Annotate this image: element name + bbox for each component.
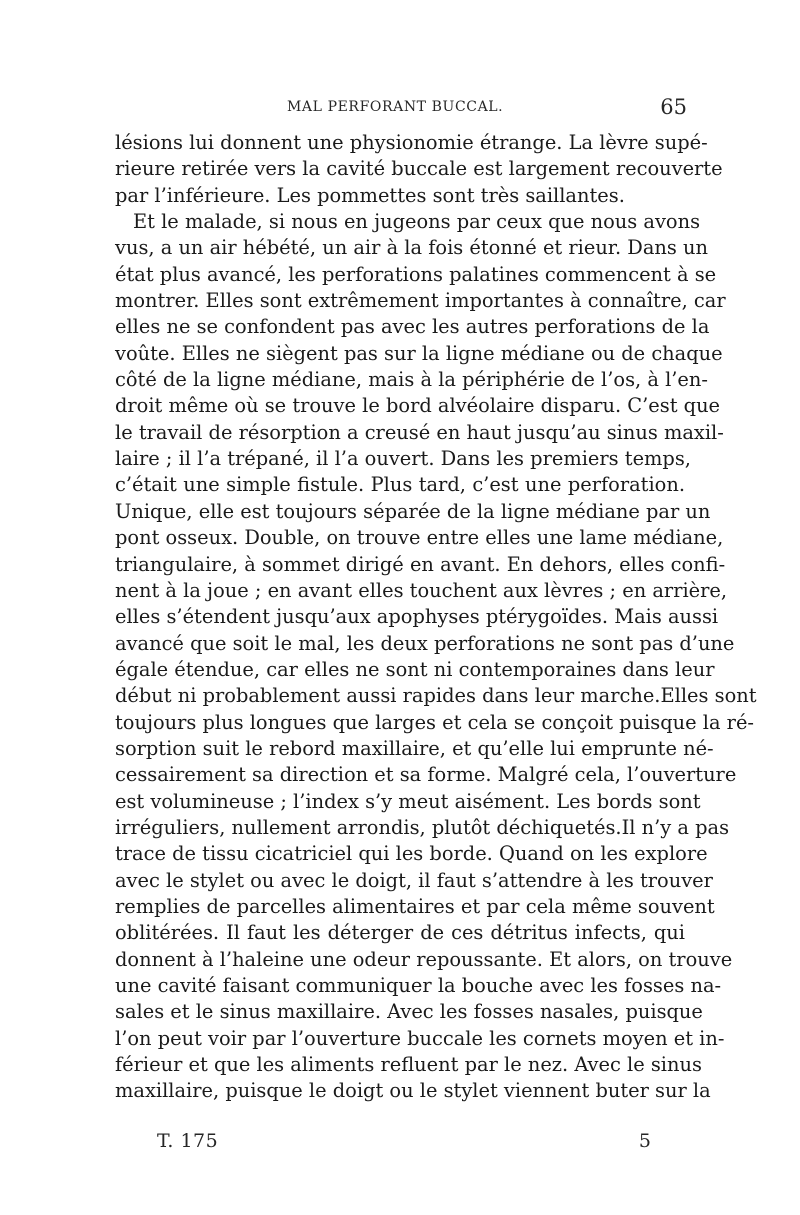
- text-line: cessairement sa direction et sa forme. Malgré cela, l’ouverture: [115, 763, 737, 787]
- text-line: vus, a un air hébété, un air à la fois étonné et rieur. Dans un: [115, 236, 708, 260]
- text-line: côté de la ligne médiane, mais à la périphérie de l’os, à l’en-: [115, 368, 708, 392]
- text-line: triangulaire, à sommet dirigé en avant. En dehors, elles confi-: [115, 552, 726, 576]
- page-footer: [115, 1130, 685, 1160]
- text-line: elles ne se confondent pas avec les autres perforations de la: [115, 315, 710, 339]
- text-line: égale étendue, car elles ne sont ni contemporaines dans leur: [115, 657, 715, 681]
- text-line: montrer. Elles sont extrêmement importantes à connaître, car: [115, 289, 726, 313]
- text-line: sorption suit le rebord maxillaire, et qu’elle lui emprunte né-: [115, 736, 714, 760]
- text-line: rieure retirée vers la cavité buccale est largement recouverte: [115, 157, 723, 181]
- text-line: Unique, elle est toujours séparée de la ligne médiane par un: [115, 499, 711, 523]
- text-line: maxillaire, puisque le doigt ou le stylet viennent buter sur la: [115, 1079, 711, 1103]
- text-line: une cavité faisant communiquer la bouche avec les fosses na-: [115, 974, 722, 997]
- text-line: est volumineuse ; l’index s’y meut aisément. Les bords sont: [115, 789, 701, 813]
- text-line: elles s’étendent jusqu’aux apophyses ptérygoïdes. Mais aussi: [115, 605, 719, 629]
- text-line: férieur et que les aliments refluent par le nez. Avec le sinus: [115, 1053, 702, 1077]
- running-title: MAL PERFORANT BUCCAL.: [287, 99, 504, 115]
- text-line: avec le stylet ou avec le doigt, il faut s’attendre à les trouver: [115, 868, 713, 892]
- text-line: début ni probablement aussi rapides dans leur marche.Elles sont: [115, 684, 757, 708]
- body-text: [115, 130, 757, 1105]
- page-number: 65: [660, 95, 687, 119]
- text-line: le travail de résorption a creusé en haut jusqu’au sinus maxil-: [115, 420, 724, 444]
- printer-signature: T. 175: [157, 1130, 219, 1152]
- text-line: nent à la joue ; en avant elles touchent aux lèvres ; en arrière,: [115, 578, 728, 602]
- text-line: laire ; il l’a trépané, il l’a ouvert. Dans les premiers temps,: [115, 447, 691, 471]
- text-line: oblitérées. Il faut les déterger de ces détritus infects, qui: [115, 921, 685, 945]
- text-line: irréguliers, nullement arrondis, plutôt déchiquetés.Il n’y a pas: [115, 815, 730, 839]
- text-line: c’était une simple fistule. Plus tard, c’est une perforation.: [115, 473, 685, 497]
- text-line: trace de tissu cicatriciel qui les borde. Quand on les explore: [115, 842, 708, 866]
- text-line: sales et le sinus maxillaire. Avec les fosses nasales, puisque: [115, 1000, 703, 1024]
- text-line: toujours plus longues que larges et cela se conçoit puisque la ré-: [115, 710, 754, 734]
- text-line: l’on peut voir par l’ouverture buccale les cornets moyen et in-: [115, 1026, 725, 1050]
- text-line: état plus avancé, les perforations palatines commencent à se: [115, 262, 717, 286]
- text-line: voûte. Elles ne siègent pas sur la ligne médiane ou de chaque: [115, 341, 723, 365]
- gathering-number: 5: [638, 1130, 651, 1152]
- text-line: donnent à l’haleine une odeur repoussante. Et alors, on trouve: [115, 947, 733, 971]
- text-line: Et le malade, si nous en jugeons par ceux que nous avons: [133, 210, 701, 234]
- page-header: [115, 97, 685, 123]
- text-line: par l’inférieure. Les pommettes sont très saillantes.: [115, 183, 625, 207]
- text-line: droit même où se trouve le bord alvéolaire disparu. C’est que: [115, 394, 721, 418]
- text-line: pont osseux. Double, on trouve entre elles une lame médiane,: [115, 526, 724, 550]
- text-line: avancé que soit le mal, les deux perforations ne sont pas d’une: [115, 631, 735, 655]
- text-line: lésions lui donnent une physionomie étrange. La lèvre supé-: [115, 131, 708, 154]
- text-line: remplies de parcelles alimentaires et par cela même souvent: [115, 894, 715, 918]
